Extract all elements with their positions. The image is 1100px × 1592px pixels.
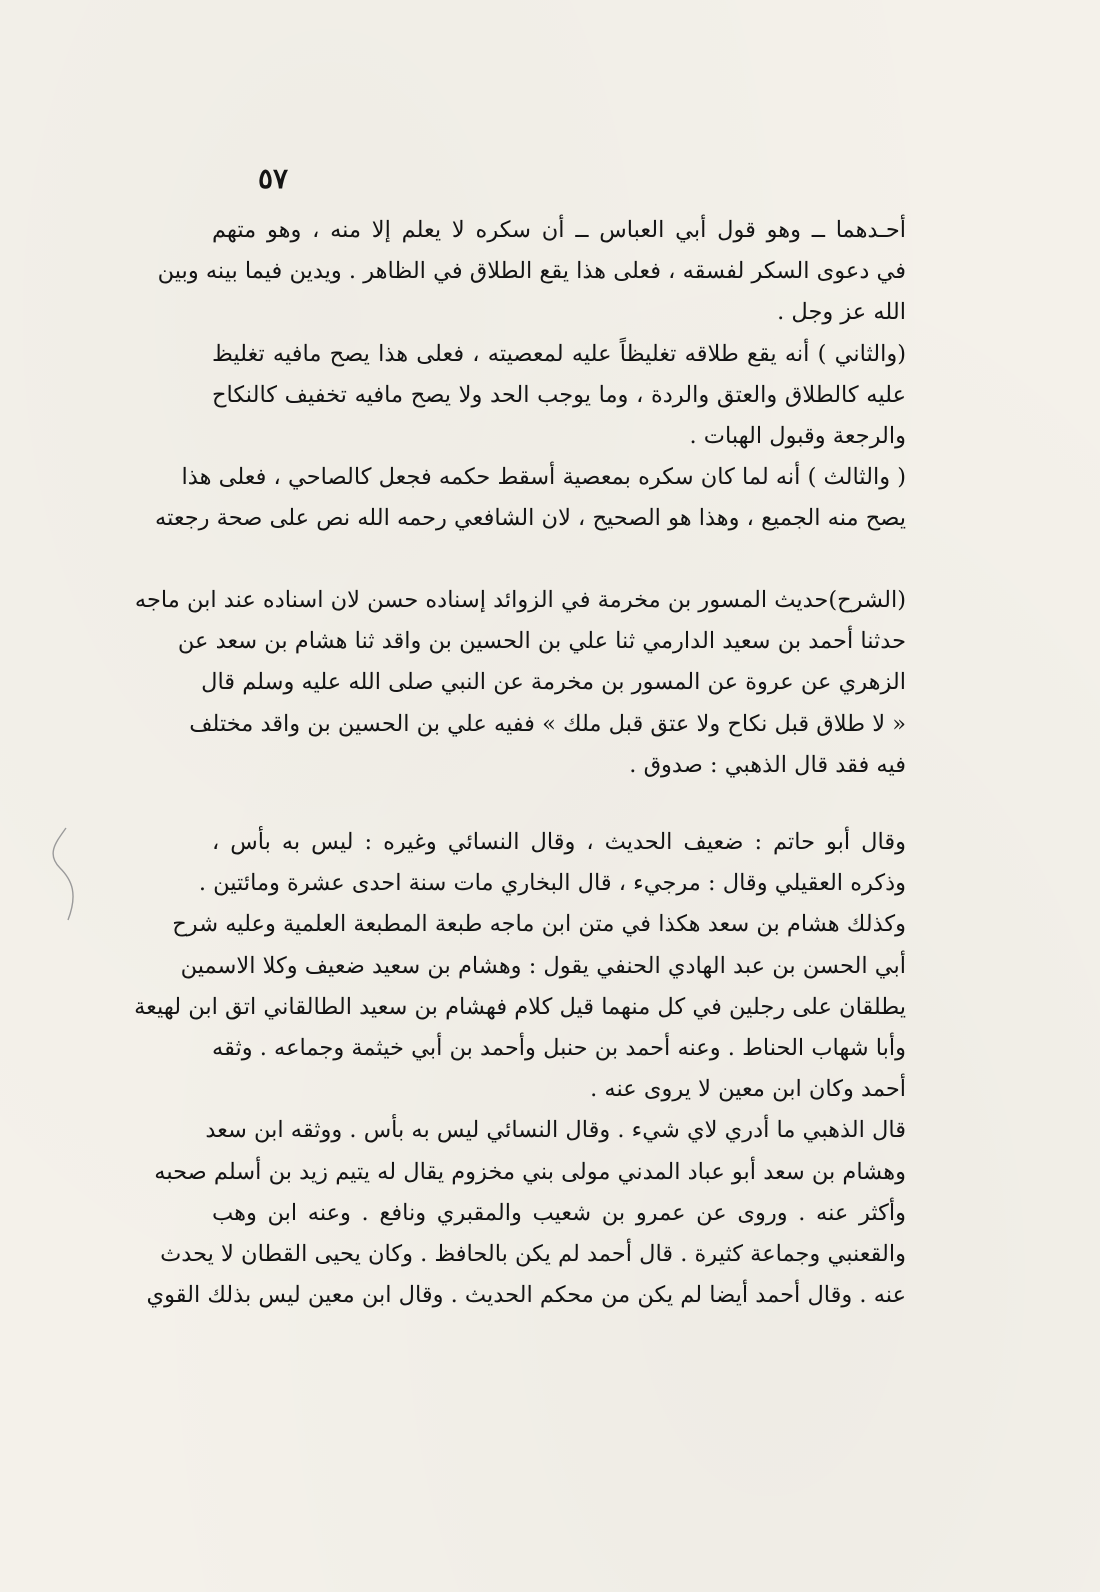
text-line: عنه . وقال أحمد أيضا لم يكن من محكم الحديث . وقال ابن معين ليس بذلك القوي: [146, 1282, 906, 1309]
text-line: وقال أبو حاتم : ضعيف الحديث ، وقال النسائي وغيره : ليس به بأس ،: [212, 829, 906, 855]
text-line: وهشام بن سعد أبو عباد المدني مولى بني مخزوم يقال له يتيم زيد بن أسلم صحبه: [154, 1158, 906, 1185]
text-line: (الشرح)حديث المسور بن مخرمة في الزوائد إسناده حسن لان اسناده عند ابن ماجه: [134, 587, 906, 613]
text-line: والقعنبي وجماعة كثيرة . قال أحمد لم يكن بالحافظ . وكان يحيى القطان لا يحدث: [160, 1240, 906, 1267]
text-line: وأكثر عنه . وروى عن عمرو بن شعيب والمقبري ونافع . وعنه ابن وهب: [212, 1199, 906, 1226]
text-line: يطلقان على رجلين في كل منهما قيل كلام فهشام بن سعيد الطالقاني اتق ابن لهيعة: [134, 993, 906, 1020]
text-line: أحمد وكان ابن معين لا يروى عنه .: [590, 1076, 906, 1103]
text-line: (والثاني ) أنه يقع طلاقه تغليظاً عليه لمعصيته ، فعلى هذا يصح مافيه تغليظ: [212, 340, 906, 367]
text-line: الله عز وجل .: [777, 299, 906, 326]
text-line: « لا طلاق قبل نكاح ولا عتق قبل ملك » ففيه علي بن الحسين بن واقد مختلف: [189, 710, 906, 737]
text-line: ( والثالث ) أنه لما كان سكره بمعصية أسقط حكمه فجعل كالصاحي ، فعلى هذا: [181, 464, 906, 491]
text-line: حدثنا أحمد بن سعيد الدارمي ثنا علي بن الحسين بن واقد ثنا هشام بن سعد عن: [177, 628, 906, 655]
text-line: الزهري عن عروة عن المسور بن مخرمة عن النبي صلى الله عليه وسلم قال: [201, 669, 906, 696]
page-number: ٥٧: [258, 162, 289, 195]
narrator-notes-block: [134, 822, 906, 1316]
commentary-block: [134, 580, 906, 786]
text-line: وأبا شهاب الحناط . وعنه أحمد بن حنبل وأحمد بن أبي خيثمة وجماعه . وثقه: [212, 1034, 906, 1061]
text-line: في دعوى السكر لفسقه ، فعلى هذا يقع الطلاق في الظاهر . ويدين فيما بينه وبين: [157, 258, 906, 285]
margin-bracket-mark: [38, 824, 98, 924]
text-line: وكذلك هشام بن سعد هكذا في متن ابن ماجه طبعة المطبعة العلمية وعليه شرح: [172, 911, 906, 938]
text-line: والرجعة وقبول الهبات .: [689, 422, 906, 449]
text-line: قال الذهبي ما أدري لاي شيء . وقال النسائي ليس به بأس . ووثقه ابن سعد: [205, 1117, 906, 1144]
fiqh-text-block: [155, 210, 906, 540]
text-line: يصح منه الجميع ، وهذا هو الصحيح ، لان الشافعي رحمه الله نص على صحة رجعته: [155, 505, 906, 532]
text-line: عليه كالطلاق والعتق والردة ، وما يوجب الحد ولا يصح مافيه تخفيف كالنكاح: [212, 381, 906, 408]
text-line: وذكره العقيلي وقال : مرجيء ، قال البخاري مات سنة احدى عشرة ومائتين .: [198, 870, 906, 897]
text-line: أحـدهما ــ وهو قول أبي العباس ــ أن سكره لا يعلم إلا منه ، وهو متهم: [212, 217, 906, 243]
text-line: فيه فقد قال الذهبي : صدوق .: [629, 751, 906, 778]
text-line: أبي الحسن بن عبد الهادي الحنفي يقول : وهشام بن سعيد ضعيف وكلا الاسمين: [180, 952, 906, 979]
